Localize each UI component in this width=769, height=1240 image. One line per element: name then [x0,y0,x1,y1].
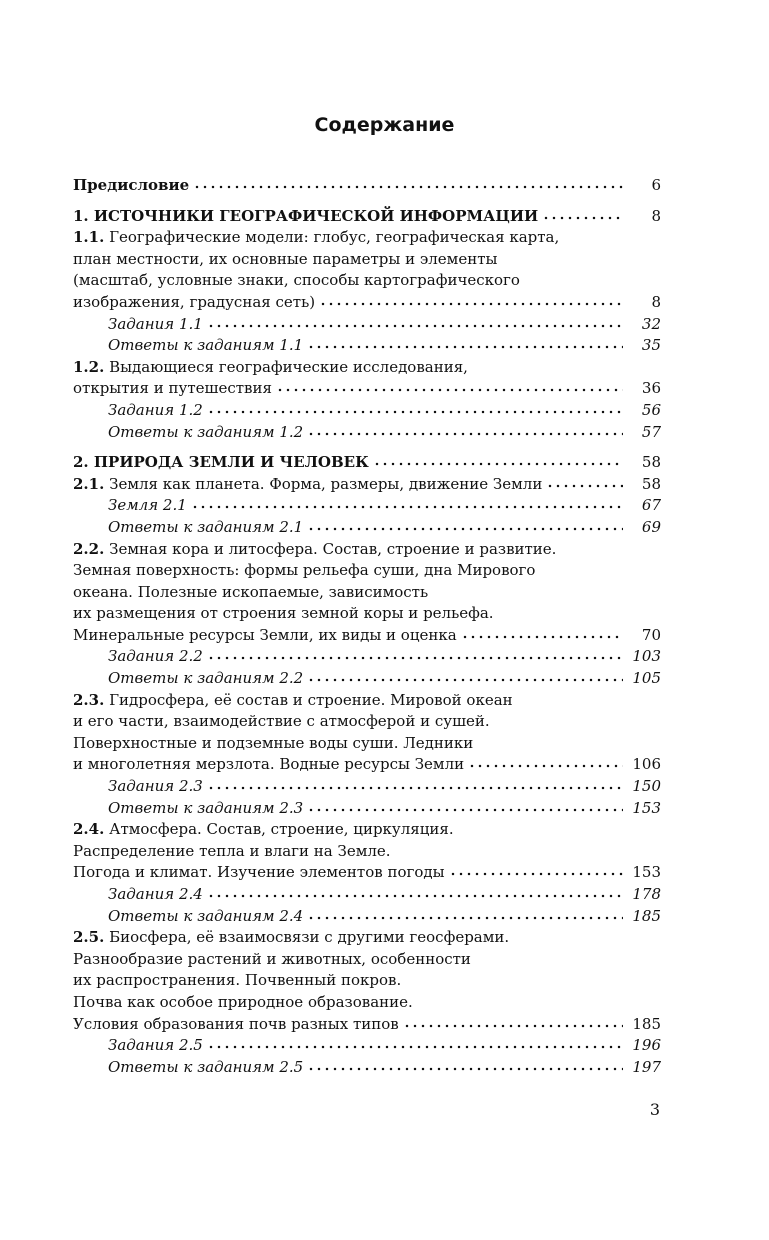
dot-leader [319,301,623,307]
dot-leader [461,634,623,640]
entry-text [108,517,303,539]
entry-line-text: изображения, градусная сеть) [73,292,316,311]
page-number-ref: 105 [632,669,661,688]
entry-line-text: Ответы к заданиям 2.4 [108,906,304,925]
page-number-ref: 57 [641,422,661,441]
section-number: 2.3. [73,690,105,709]
dot-leader [207,409,623,415]
toc-line [73,970,661,992]
entry-line-text: Географические модели: глобус, географическая карта, [104,228,560,247]
entry-text [73,358,468,376]
dot-leader [307,1066,623,1072]
entry-text [73,250,497,268]
entry-text [73,971,401,989]
page-number-ref: 185 [632,1014,661,1033]
toc-chapter-entry[interactable] [73,452,661,474]
page-title: Содержание [314,114,455,136]
entry-line-text: Ответы к заданиям 1.2 [108,422,304,441]
entry-text [73,206,538,228]
dot-leader [307,431,623,437]
toc-line [73,733,661,755]
section-number: 2.1. [73,474,105,493]
entry-line-text: (масштаб, условные знаки, способы картографического [73,271,520,290]
entry-line-text: Земная поверхность: формы рельефа суши, дна Мирового [73,561,536,580]
dot-leader [542,215,623,221]
section-number: 1.1. [73,228,105,247]
toc-line [108,1035,661,1057]
toc-task-entry[interactable] [73,776,661,798]
entry-line-text: их размещения от строения земной коры и рельефа. [73,604,494,623]
entry-line-text: Задания 2.5 [108,1036,203,1055]
entry-text [108,646,203,668]
entry-line-text: Минеральные ресурсы Земли, их виды и оценка [73,625,457,644]
toc-line [108,335,661,357]
page-number-ref: 106 [632,755,661,774]
entry-text [73,625,457,647]
toc-task-entry[interactable] [73,1057,661,1079]
toc-line [73,582,661,604]
entry-text [73,734,473,752]
page-number-ref: 103 [632,647,661,666]
page-number-ref: 35 [641,336,661,355]
entry-text [108,798,303,820]
toc-line [108,422,661,444]
entry-line-text: Ответы к заданиям 1.1 [108,336,304,355]
entry-line-text: Задания 2.4 [108,885,203,903]
entry-line-text: Биосфера, её взаимосвязи с другими геосферами. [104,928,510,947]
entry-text [73,452,369,474]
entry-line-text: Задания 1.2 [108,400,203,419]
page-number-ref: 8 [651,292,661,311]
entry-line-text: их распространения. Почвенный покров. [73,971,402,990]
dot-leader [307,807,623,813]
toc-line [73,175,661,197]
toc-line [73,1014,661,1036]
entry-line-text: Земля как планета. Форма, размеры, движение Земли [104,474,543,493]
table-of-contents [73,175,661,1078]
toc-line [108,906,661,928]
entry-text [108,422,303,444]
entry-text [108,776,203,798]
section-number: 2.5. [73,928,105,947]
entry-line-text: Почва как особое природное образование. [73,992,413,1011]
toc-line [108,1057,661,1079]
entry-text [73,993,413,1011]
page-number-ref: 67 [641,496,661,515]
toc-line [73,270,661,292]
dot-leader [307,915,623,921]
entry-text [73,754,464,776]
dot-leader [207,893,623,899]
entry-text [73,583,428,601]
dot-leader [193,184,623,190]
section-number: 1.2. [73,357,105,376]
toc-line [73,690,661,712]
entry-line-text: Условия образования почв разных типов [73,1014,399,1033]
entry-text [73,271,520,289]
toc-task-entry[interactable] [73,314,661,336]
entry-text [73,820,454,838]
entry-text [108,400,203,422]
toc-line [108,400,661,422]
entry-text [73,561,535,579]
toc-chapter-entry[interactable] [73,175,661,197]
toc-line [73,625,661,647]
toc-line [73,452,661,474]
entry-line-text: Земная кора и литосфера. Состав, строение и развитие. [104,539,557,558]
entry-line-text: Задания 1.1 [108,314,203,333]
entry-line-text: Разнообразие растений и животных, особенности [73,949,471,968]
toc-section-entry[interactable] [73,690,661,776]
entry-line-text: океана. Полезные ископаемые, зависимость [73,582,429,601]
toc-line [73,754,661,776]
page-number-ref: 178 [632,885,661,903]
toc-line [73,249,661,271]
toc-line [73,539,661,561]
entry-text [73,691,513,709]
toc-line [73,841,661,863]
toc-line [73,603,661,625]
entry-text [108,314,203,336]
entry-line-text: план местности, их основные параметры и элементы [73,249,498,268]
entry-line-text: Задания 2.3 [108,777,203,796]
dot-leader [307,526,623,532]
dot-leader [207,323,623,329]
entry-line-text: Поверхностные и подземные воды суши. Ледники [73,733,474,752]
toc-line [108,668,661,690]
toc-task-entry[interactable] [73,1035,661,1057]
entry-line-text: Атмосфера. Состав, строение, циркуляция. [104,820,454,839]
page-number-ref: 56 [641,400,661,419]
entry-line-text: Задания 2.2 [108,647,203,666]
dot-leader [403,1023,623,1029]
entry-line-text: Ответы к заданиям 2.2 [108,669,304,688]
page-number-ref: 36 [641,379,661,398]
entry-line-text: открытия и путешествия [73,379,272,398]
page-number-ref: 6 [651,176,661,194]
dot-leader [307,677,623,683]
page-number-ref: 153 [632,863,661,882]
entry-line-text: 1. ИСТОЧНИКИ ГЕОГРАФИЧЕСКОЙ ИНФОРМАЦИИ [73,206,539,225]
toc-task-entry[interactable] [73,906,661,928]
toc-task-entry[interactable] [73,517,661,539]
dot-leader [449,871,623,877]
toc-line [73,711,661,733]
toc-line [73,474,661,496]
toc-task-entry[interactable] [73,335,661,357]
toc-line [73,819,661,841]
toc-section-entry[interactable] [73,357,661,400]
page-number-ref: 150 [632,777,661,796]
entry-line-text: Погода и климат. Изучение элементов погоды [73,863,445,882]
toc-line [73,560,661,582]
toc-line [73,206,661,228]
page-number-ref: 70 [641,625,661,644]
toc-line [108,495,661,517]
entry-text [73,604,494,622]
page-number-ref: 58 [641,474,661,493]
toc-task-entry[interactable] [73,422,661,444]
entry-text [108,668,303,690]
entry-line-text: и его части, взаимодействие с атмосферой и сушей. [73,712,490,731]
toc-line [108,776,661,798]
page-number-ref: 69 [641,517,661,536]
entry-line-text: Выдающиеся географические исследования, [104,357,468,376]
dot-leader [373,461,623,467]
page-number-ref: 196 [632,1036,661,1055]
toc-line [73,992,661,1014]
entry-line-text: Ответы к заданиям 2.3 [108,798,304,817]
entry-text [108,1035,203,1057]
toc-line [73,357,661,379]
entry-line-text: 2. ПРИРОДА ЗЕМЛИ И ЧЕЛОВЕК [73,453,369,472]
toc-line [108,314,661,336]
toc-task-entry[interactable] [73,400,661,422]
page-number-ref: 153 [632,798,661,817]
toc-section-entry[interactable] [73,474,661,496]
entry-line-text: Ответы к заданиям 2.5 [108,1057,304,1076]
page-number-ref: 32 [641,314,661,333]
entry-text [73,842,391,860]
toc-line [108,646,661,668]
toc-task-entry[interactable] [73,668,661,690]
toc-line [73,378,661,400]
entry-text [108,495,187,517]
toc-task-entry[interactable] [73,495,661,517]
entry-text [73,378,272,400]
entry-line-text: Ответы к заданиям 2.1 [108,517,304,536]
toc-task-entry[interactable] [73,798,661,820]
entry-text [108,335,303,357]
dot-leader [276,387,623,393]
dot-leader [207,785,623,791]
toc-line [73,927,661,949]
toc-line [73,227,661,249]
dot-leader [468,763,623,769]
dot-leader [546,483,623,489]
entry-text [73,228,559,246]
entry-text [108,884,203,906]
toc-line [108,798,661,820]
toc-section-entry[interactable] [73,227,661,313]
entry-text [73,928,509,946]
entry-text [108,906,303,928]
section-number: 2.2. [73,539,105,558]
toc-line [73,292,661,314]
toc-section-entry[interactable] [73,819,661,884]
entry-text [73,712,490,730]
entry-line-text: Гидросфера, её состав и строение. Мировой океан [104,690,513,709]
page-number-ref: 58 [641,453,661,472]
entry-text [73,862,445,884]
toc-line [108,884,661,906]
page-number-ref: 185 [632,906,661,925]
entry-text [73,1014,399,1036]
entry-line-text: Предисловие [73,176,190,194]
toc-line [73,949,661,971]
toc-section-entry[interactable] [73,927,661,1035]
entry-text [73,950,471,968]
entry-text [73,175,189,197]
entry-text [108,1057,303,1079]
entry-text [73,292,315,314]
entry-line-text: Земля 2.1 [108,496,187,515]
toc-task-entry[interactable] [73,884,661,906]
entry-line-text: и многолетняя мерзлота. Водные ресурсы Земли [73,755,465,774]
dot-leader [307,344,623,350]
section-number: 2.4. [73,820,105,839]
toc-chapter-entry[interactable] [73,206,661,228]
page-number-ref: 197 [632,1057,661,1076]
page-number: 3 [649,1100,660,1119]
entry-text [73,474,542,496]
entry-text [73,540,556,558]
toc-section-entry[interactable] [73,539,661,647]
page-number-ref: 8 [651,206,661,225]
dot-leader [207,655,623,661]
dot-leader [207,1044,623,1050]
dot-leader [191,504,623,510]
entry-line-text: Распределение тепла и влаги на Земле. [73,841,391,860]
toc-line [108,517,661,539]
toc-line [73,862,661,884]
toc-task-entry[interactable] [73,646,661,668]
